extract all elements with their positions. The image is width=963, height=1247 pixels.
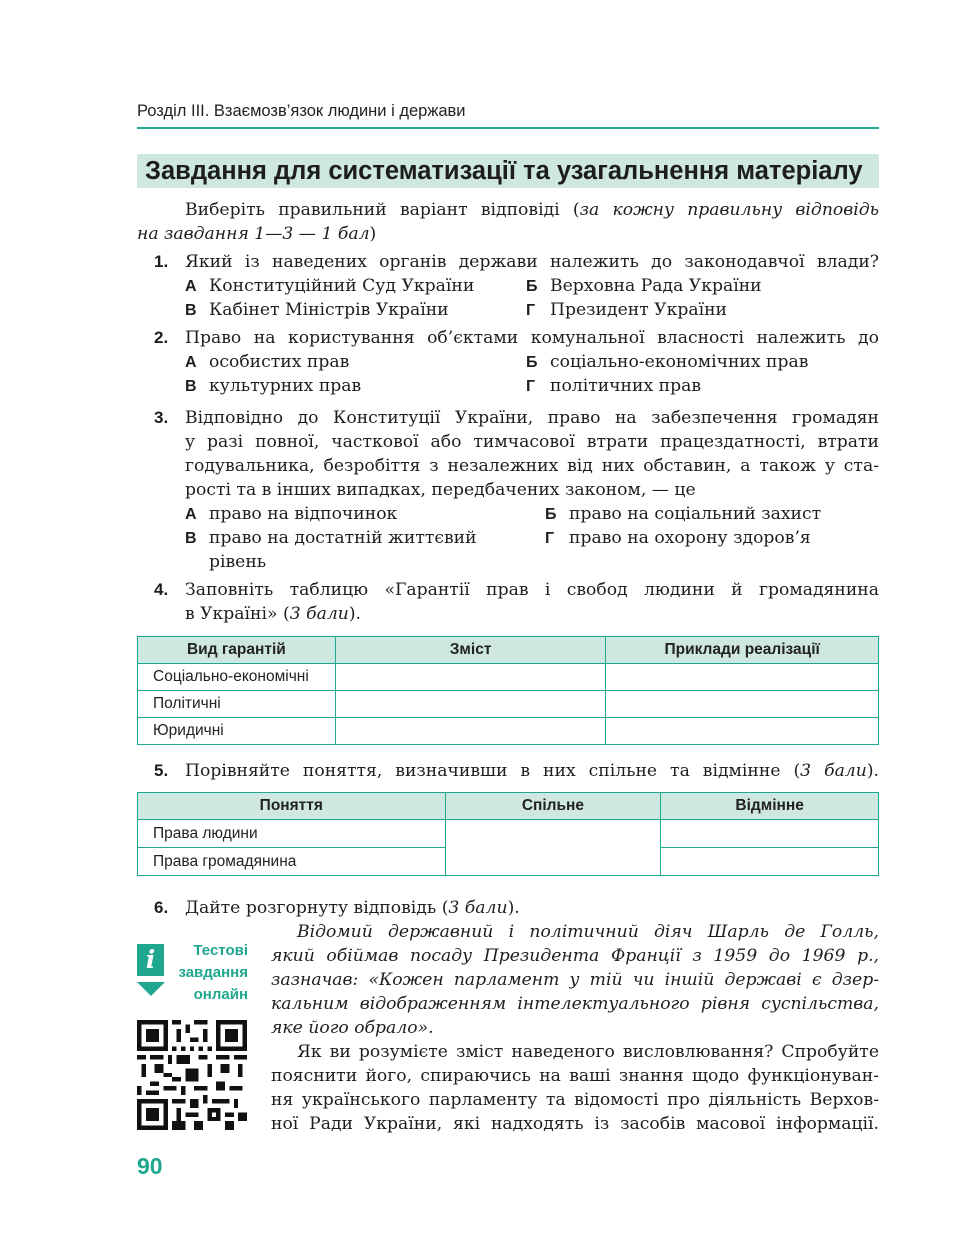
answer-option: В право на достатній життєвий — [185, 528, 477, 548]
table-header: Зміст — [335, 637, 606, 664]
table-cell-empty — [335, 664, 606, 691]
page-number: 90 — [137, 1153, 163, 1179]
quote-line: який обіймав посаду Президента Франції з 1959 до 1969 р., — [271, 946, 879, 966]
answer-option: Г право на охорону здоров’я — [545, 528, 811, 548]
answer-option: Б Верховна Рада України — [526, 276, 762, 296]
table-cell-empty — [606, 718, 879, 745]
table-cell-empty — [606, 691, 879, 718]
table-header: Вид гарантій — [138, 637, 336, 664]
table-header: Приклади реалізації — [606, 637, 879, 664]
quote-line: кальним відображенням інтелектуального рівня суспільства, — [271, 994, 879, 1014]
question-5-text: Порівняйте поняття, визначивши в них спільне та відмінне (3 бали). — [185, 761, 879, 781]
paragraph-line: пояснити його, спираючись на ваші знання щодо функціонуван- — [271, 1066, 879, 1086]
online-tests-label: Тестові завдання онлайн — [178, 942, 248, 1003]
table-row — [138, 820, 879, 848]
table-cell-empty — [335, 718, 606, 745]
answer-option: А Конституційний Суд України — [185, 276, 475, 296]
answer-option: В Кабінет Міністрів України — [185, 300, 449, 320]
intro-line-1: Виберіть правильний варіант відповіді (за кожну правильну відповідь — [185, 200, 879, 220]
table-row — [138, 691, 879, 718]
answer-option-continuation: рівень — [209, 552, 267, 572]
question-number: 3. — [154, 408, 169, 427]
question-2-text: Право на користування об’єктами комунальної власності належить до — [185, 328, 879, 348]
table-cell-empty — [661, 820, 879, 848]
table-cell: Права людини — [138, 820, 446, 848]
table-cell: Юридичні — [138, 718, 336, 745]
table-header: Відмінне — [661, 793, 879, 820]
table-row — [138, 718, 879, 745]
qr-code-icon[interactable] — [137, 1020, 247, 1130]
quote-line: Відомий державний і політичний діяч Шарль де Голль, — [297, 922, 879, 942]
table-cell: Політичні — [138, 691, 336, 718]
answer-option: Г політичних прав — [526, 376, 701, 396]
quote-line: яке його обрало». — [271, 1018, 434, 1038]
paragraph-line: Як ви розумієте зміст наведеного висловлювання? Спробуйте — [297, 1042, 879, 1062]
question-number: 2. — [154, 328, 169, 347]
info-icon: i — [137, 944, 164, 976]
table-cell-empty — [445, 820, 661, 876]
question-1-text: Який із наведених органів держави належить до законодавчої влади? — [185, 252, 879, 272]
question-3-line: рості та в інших випадках, передбачених законом, — це — [185, 480, 696, 500]
question-number: 6. — [154, 898, 169, 917]
table-cell-empty — [335, 691, 606, 718]
intro-line-2: на завдання 1—3 — 1 бал) — [137, 224, 377, 244]
answer-option: А право на відпочинок — [185, 504, 398, 524]
answer-option: Г Президент України — [526, 300, 727, 320]
table-row — [138, 664, 879, 691]
guarantees-table — [137, 636, 879, 745]
table-header: Спільне — [445, 793, 661, 820]
table-header: Поняття — [138, 793, 446, 820]
quote-line: зазначав: «Кожен парламент у тій чи іншій державі є дзер- — [271, 970, 879, 990]
paragraph-line: ної Ради України, які надходять із засобів масової інформації. — [271, 1114, 879, 1134]
answer-option: Б соціально-економічних прав — [526, 352, 809, 372]
question-number: 5. — [154, 761, 169, 780]
answer-option: Б право на соціальний захист — [545, 504, 822, 524]
answer-option: А особистих прав — [185, 352, 350, 372]
paragraph-line: ня українського парламенту та відомості про діяльність Верхов- — [271, 1090, 879, 1110]
question-number: 1. — [154, 252, 169, 271]
table-cell: Права громадянина — [138, 848, 446, 876]
header-divider — [137, 127, 879, 129]
table-cell-empty — [661, 848, 879, 876]
question-3-line: Відповідно до Конституції України, право на забезпечення громадян — [185, 408, 879, 428]
question-3-line: у разі повної, часткової або тимчасової втрати працездатності, втрати — [185, 432, 879, 452]
concepts-table — [137, 792, 879, 876]
question-number: 4. — [154, 580, 169, 599]
question-6-text: Дайте розгорнуту відповідь (3 бали). — [185, 898, 520, 918]
answer-option: В культурних прав — [185, 376, 362, 396]
table-cell-empty — [606, 664, 879, 691]
section-header: Розділ III. Взаємозв’язок людини і держави — [137, 102, 466, 120]
arrow-down-icon — [137, 982, 165, 996]
section-title: Завдання для систематизації та узагальнення матеріалу — [137, 154, 879, 188]
table-cell: Соціально-економічні — [138, 664, 336, 691]
question-4-line-2: в Україні» (3 бали). — [185, 604, 362, 624]
question-4-line-1: Заповніть таблицю «Гарантії прав і свобод людини й громадянина — [185, 580, 879, 600]
question-3-line: годувальника, безробіття з незалежних від них обставин, а також у ста- — [185, 456, 879, 476]
